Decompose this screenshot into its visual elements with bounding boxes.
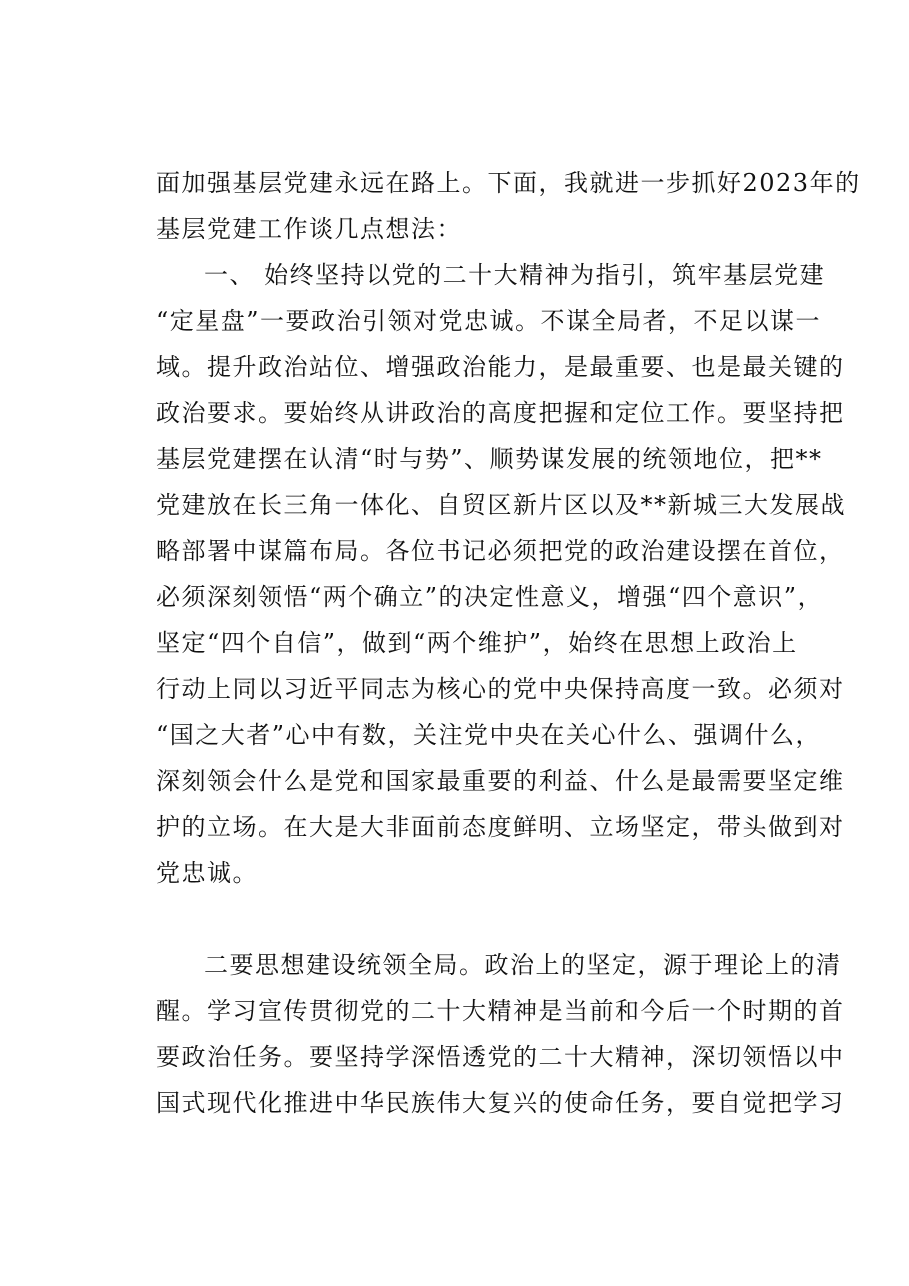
text-line: 基层党建工作谈几点想法： xyxy=(156,215,462,243)
text-line: 深刻领会什么是党和国家最重要的利益、什么是最需要坚定维 xyxy=(156,767,845,795)
text-line: 坚定“四个自信”，做到“两个维护”，始终在思想上政治上 xyxy=(156,629,798,657)
text-line: 行动上同以习近平同志为核心的党中央保持高度一致。必须对 xyxy=(156,675,845,703)
text-line: 基层党建摆在认清“时与势”、顺势谋发展的统领地位，把** xyxy=(156,445,823,473)
paragraph xyxy=(156,252,846,896)
text-line: 二要思想建设统领全局。政治上的坚定，源于理论上的清 xyxy=(204,951,842,979)
text-line: 政治要求。要始终从讲政治的高度把握和定位工作。要坚持把 xyxy=(156,399,845,427)
text-line: 略部署中谋篇布局。各位书记必须把党的政治建设摆在首位， xyxy=(156,537,845,565)
text-line: 必须深刻领悟“两个确立”的决定性意义，增强“四个意识”， xyxy=(156,583,824,611)
paragraph-spacing xyxy=(156,896,796,942)
text-line: 域。提升政治站位、增强政治能力，是最重要、也是最关键的 xyxy=(156,353,845,381)
text-line: “国之大者”心中有数，关注党中央在关心什么、强调什么， xyxy=(156,721,822,749)
text-line: 党建放在长三角一体化、自贸区新片区以及**新城三大发展战 xyxy=(156,491,846,519)
text-line: 党忠诚。 xyxy=(156,859,258,887)
text-line: 护的立场。在大是大非面前态度鲜明、立场坚定，带头做到对 xyxy=(156,813,845,841)
text-line: “定星盘”一要政治引领对党忠诚。不谋全局者，不足以谋一 xyxy=(156,307,822,335)
paragraph xyxy=(156,942,845,1126)
text-line: 一、 始终坚持以党的二十大精神为指引，筑牢基层党建 xyxy=(204,261,826,289)
text-line: 要政治任务。要坚持学深悟透党的二十大精神，深切领悟以中 xyxy=(156,1043,845,1071)
paragraph xyxy=(156,160,861,252)
text-line: 面加强基层党建永远在路上。下面，我就进一步抓好2023年的 xyxy=(156,169,861,197)
document-body xyxy=(156,160,861,1126)
text-line: 国式现代化推进中华民族伟大复兴的使命任务，要自觉把学习 xyxy=(156,1089,845,1117)
text-line: 醒。学习宣传贯彻党的二十大精神是当前和今后一个时期的首 xyxy=(156,997,845,1025)
